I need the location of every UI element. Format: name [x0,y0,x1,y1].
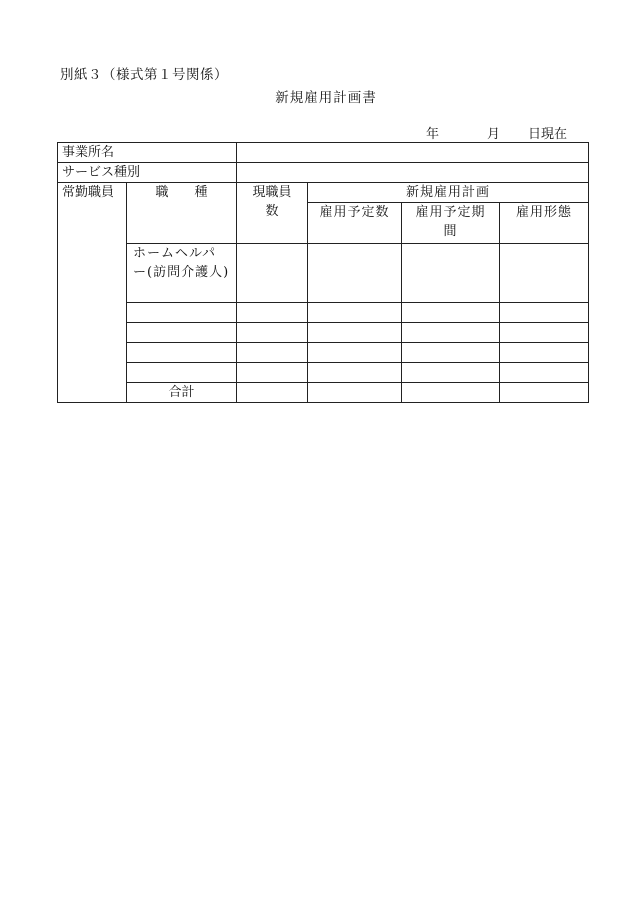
date-month: 月 [486,127,500,142]
planned-period-cell[interactable] [402,323,500,343]
annex-label: 別紙３（様式第１号関係） [60,67,228,83]
planned-count-header: 雇用予定数 [308,203,402,244]
planned-period-cell[interactable] [402,303,500,323]
fulltime-staff-label: 常勤職員 [58,183,127,403]
employment-type-cell[interactable] [500,323,589,343]
date-line [426,123,567,142]
table-row [58,363,589,383]
employment-type-header: 雇用形態 [500,203,589,244]
current-cell[interactable] [237,343,308,363]
current-cell[interactable] [237,363,308,383]
planned-period-cell[interactable] [402,363,500,383]
total-planned-period-cell[interactable] [402,383,500,403]
current-cell[interactable] [237,244,308,303]
current-cell[interactable] [237,303,308,323]
date-year: 年 [425,127,439,142]
employment-type-cell[interactable] [500,244,589,303]
current-staff-header: 現職員数 [237,183,308,244]
header-row-1 [58,183,589,203]
total-employment-type-cell[interactable] [500,383,589,403]
document-title: 新規雇用計画書 [275,90,377,106]
total-label: 合計 [127,383,237,403]
job-type-header: 職 種 [127,183,237,244]
table-row [58,323,589,343]
service-type-row [58,163,589,183]
planned-count-cell[interactable] [308,363,402,383]
planned-period-header: 雇用予定期間 [402,203,500,244]
new-plan-header: 新規雇用計画 [308,183,589,203]
planned-count-cell[interactable] [308,343,402,363]
employment-type-cell[interactable] [500,363,589,383]
table-row [58,343,589,363]
office-name-label: 事業所名 [58,143,237,163]
job-cell[interactable] [127,323,237,343]
office-name-row [58,143,589,163]
planned-count-cell[interactable] [308,323,402,343]
employment-type-cell[interactable] [500,303,589,323]
job-cell[interactable]: ホームヘルパー(訪問介護人) [127,244,237,303]
service-type-label: サービス種別 [58,163,237,183]
office-name-field[interactable] [237,143,589,163]
current-cell[interactable] [237,323,308,343]
hiring-plan-table [57,142,589,403]
table-row [58,303,589,323]
table-row [58,244,589,303]
total-planned-count-cell[interactable] [308,383,402,403]
total-row [58,383,589,403]
employment-type-cell[interactable] [500,343,589,363]
job-cell[interactable] [127,363,237,383]
planned-count-cell[interactable] [308,303,402,323]
job-cell[interactable] [127,303,237,323]
service-type-field[interactable] [237,163,589,183]
date-day: 日現在 [527,127,567,142]
planned-count-cell[interactable] [308,244,402,303]
planned-period-cell[interactable] [402,244,500,303]
job-cell[interactable] [127,343,237,363]
planned-period-cell[interactable] [402,343,500,363]
total-current-cell[interactable] [237,383,308,403]
